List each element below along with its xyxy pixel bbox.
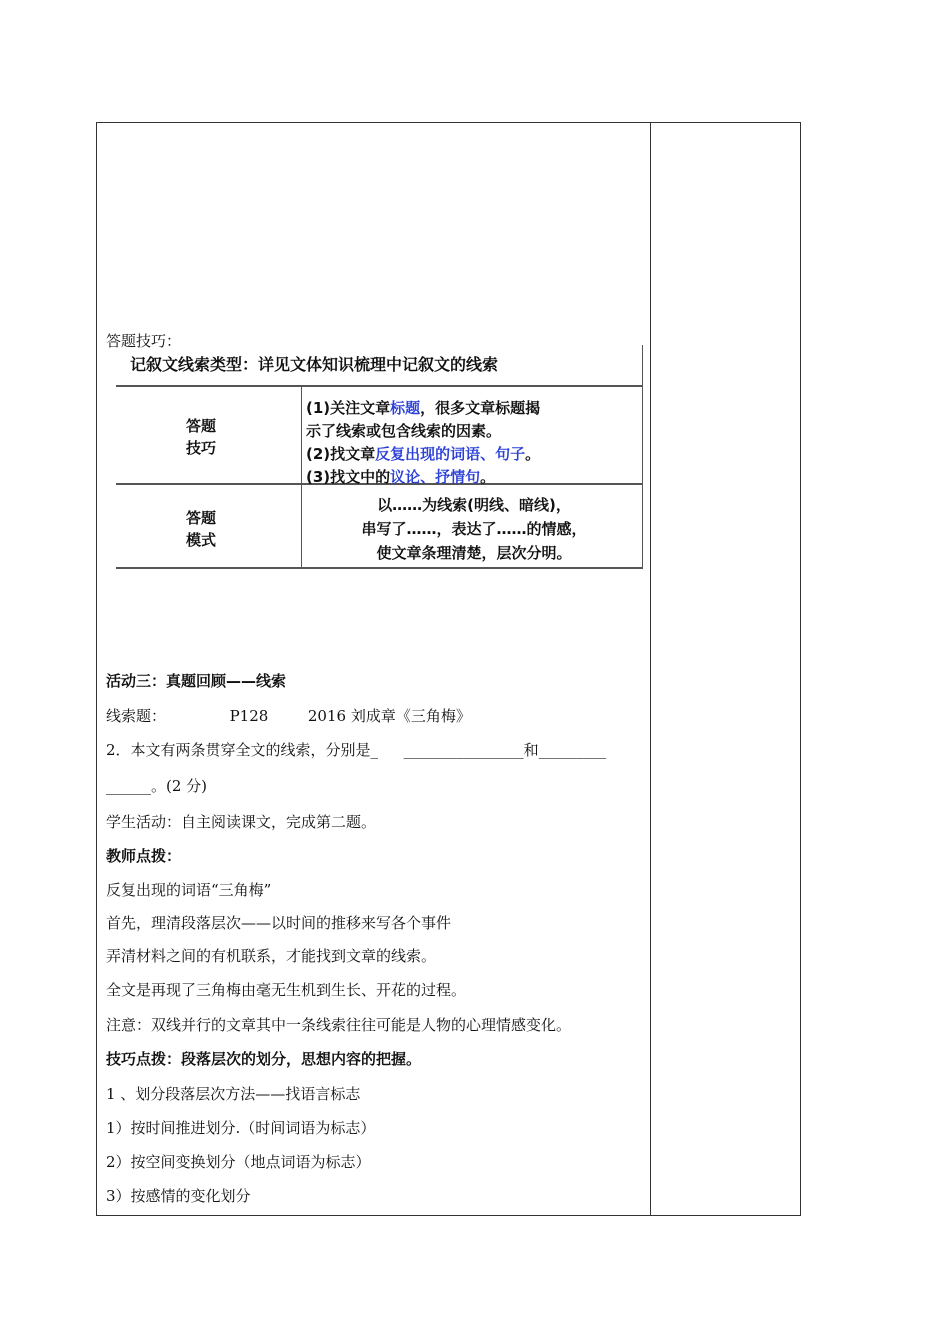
row1-content: (1)关注文章标题，很多文章标题揭 示了线索或包含线索的因素。 (2)找文章反复出现的词语、句子。 (3)找文中的议论、抒情句。 — [306, 399, 541, 486]
clue-question-line: 线索题： P128 2016 刘成章《三角梅》 — [106, 707, 471, 725]
teacher-line: 全文是再现了三角梅由毫无生机到生长、开花的过程。 — [106, 981, 467, 999]
table-column-divider — [650, 122, 651, 1216]
method-line: 2）按空间变换划分（地点词语为标志） — [106, 1153, 371, 1171]
teacher-line: 首先，理清段落层次——以时间的推移来写各个事件 — [106, 914, 452, 932]
image-table-rule — [116, 567, 643, 569]
teacher-line: 注意：双线并行的文章其中一条线索往往可能是人物的心理情感变化。 — [106, 1016, 572, 1034]
method-line: 1）按时间推进划分.（时间词语为标志） — [106, 1119, 376, 1137]
teacher-tip-title: 教师点拨： — [106, 847, 182, 865]
teacher-line: 反复出现的词语“三角梅” — [106, 881, 272, 899]
skill-tip-title: 技巧点拨：段落层次的划分，思想内容的把握。 — [106, 1050, 422, 1068]
clue-tips-image-table — [116, 345, 643, 569]
activity3-title: 活动三：真题回顾——线索 — [106, 672, 287, 690]
image-table-col-line — [642, 345, 643, 569]
row2-label: 答题 模式 — [186, 509, 217, 549]
image-table-header: 记叙文线索类型：详见文体知识梳理中记叙文的线索 — [130, 355, 499, 374]
question2-line2: ______。(2 分) — [106, 777, 208, 795]
image-table-col-line — [301, 385, 302, 569]
method-line: 1 、划分段落层次方法——找语言标志 — [106, 1085, 361, 1103]
question2-line1: 2．本文有两条贯穿全文的线索，分别是_ ________________和_________ — [106, 741, 607, 759]
student-activity: 学生活动：自主阅读课文，完成第二题。 — [106, 813, 377, 831]
row2-content: 以……为线索(明线、暗线)， 串写了……，表达了……的情感， 使文章条理清楚，层次分明。 — [361, 496, 587, 562]
image-table-rule — [116, 385, 643, 387]
teacher-line: 弄清材料之间的有机联系，才能找到文章的线索。 — [106, 947, 437, 965]
row1-label: 答题 技巧 — [186, 417, 217, 457]
answer-tips-label: 答题技巧： — [106, 332, 182, 350]
method-line: 3）按感情的变化划分 — [106, 1187, 251, 1205]
